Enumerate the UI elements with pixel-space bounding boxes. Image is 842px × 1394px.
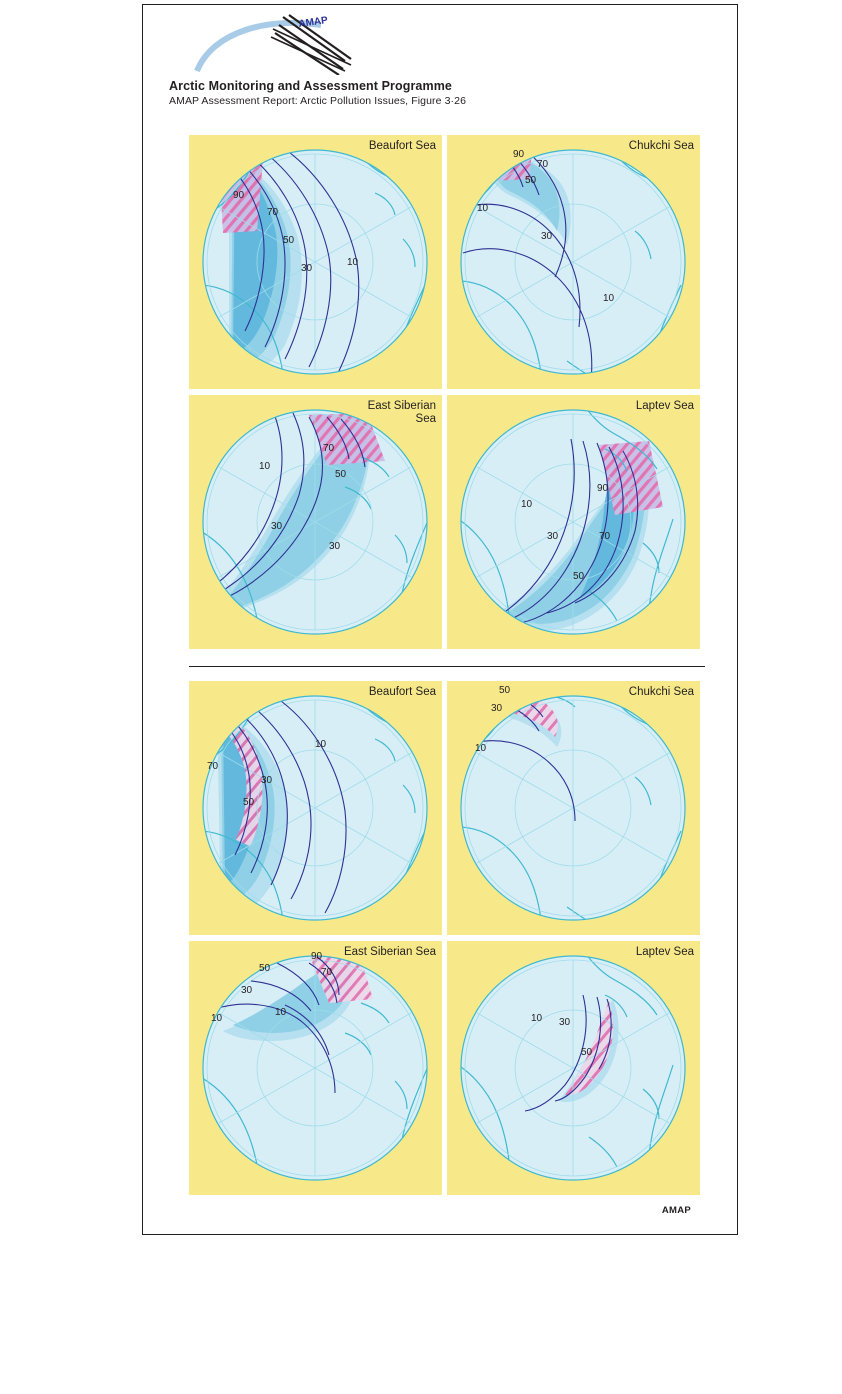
contour-label-90: 90 [513,149,525,160]
contour-label-30: 30 [271,521,283,532]
contour-label-30b: 30 [329,541,341,552]
panel-bottom-chukchi[interactable] [447,681,700,935]
contour-label-70: 70 [267,207,279,218]
contour-label-30: 30 [261,775,273,786]
contour-label-70: 70 [599,531,611,542]
contour-label-90: 90 [233,190,245,201]
contour-label-10: 10 [531,1013,543,1024]
panel-top-chukchi[interactable] [447,135,700,389]
contour-label-10: 10 [347,257,359,268]
contour-label-30: 30 [241,985,253,996]
sea-label: East Siberian Sea [343,946,436,958]
contour-label-70: 70 [323,443,335,454]
sea-label: Beaufort Sea [368,686,436,698]
panel-top-beaufort[interactable] [189,135,442,389]
contour-label-30: 30 [541,231,553,242]
panel-bottom-laptev[interactable] [447,941,700,1195]
contour-label-70: 70 [537,159,549,170]
contour-label-10: 10 [211,1013,223,1024]
contour-label-70: 70 [207,761,219,772]
contour-label-90: 90 [311,951,323,962]
section-divider [189,666,705,667]
contour-label-30: 30 [559,1017,571,1028]
amap-logo [193,13,413,73]
sea-label: Chukchi Sea [628,140,694,152]
map-row-2 [189,395,705,649]
sea-label-line1: East Siberian [367,400,436,412]
panel-top-laptev[interactable] [447,395,700,649]
contour-label-50: 50 [243,797,255,808]
panel-top-east-siberian[interactable] [189,395,442,649]
header-block [169,79,709,107]
map-row-4 [189,941,705,1195]
contour-label-30: 30 [491,703,503,714]
contour-label-50: 50 [525,175,537,186]
panel-bottom-beaufort[interactable] [189,681,442,935]
contour-label-30: 30 [301,263,313,274]
contour-label-50: 50 [283,235,295,246]
map-row-3 [189,681,705,935]
contour-label-50: 50 [581,1047,593,1058]
contour-label-50: 50 [573,571,585,582]
map-row-1 [189,135,705,389]
panel-bottom-east-siberian[interactable] [189,941,442,1195]
contour-label-50: 50 [335,469,347,480]
contour-label-10: 10 [259,461,271,472]
contour-label-90: 90 [597,483,609,494]
programme-title: Arctic Monitoring and Assessment Programme [169,79,452,93]
amap-credit: AMAP [661,1205,691,1216]
sea-label: Chukchi Sea [628,686,694,698]
contour-label-10: 10 [521,499,533,510]
report-subtitle: AMAP Assessment Report: Arctic Pollution Issues, Figure 3·26 [169,95,467,107]
contour-label-30: 30 [547,531,559,542]
sea-label: Laptev Sea [635,400,694,412]
contour-label-10: 10 [315,739,327,750]
sea-label [368,400,436,426]
contour-label-10: 10 [477,203,489,214]
contour-label-50: 50 [259,963,271,974]
contour-label-70: 70 [321,967,333,978]
figure-frame [142,4,738,1235]
sea-label: Beaufort Sea [368,140,436,152]
sea-label: Laptev Sea [635,946,694,958]
contour-label-10: 10 [475,743,487,754]
map-grid [189,135,705,1201]
sea-label-line2: Sea [415,413,436,425]
logo-text: AMAP [297,14,329,30]
contour-label-50: 50 [499,685,511,696]
contour-label-10b: 10 [275,1007,287,1018]
contour-label-10-outer: 10 [603,293,615,304]
